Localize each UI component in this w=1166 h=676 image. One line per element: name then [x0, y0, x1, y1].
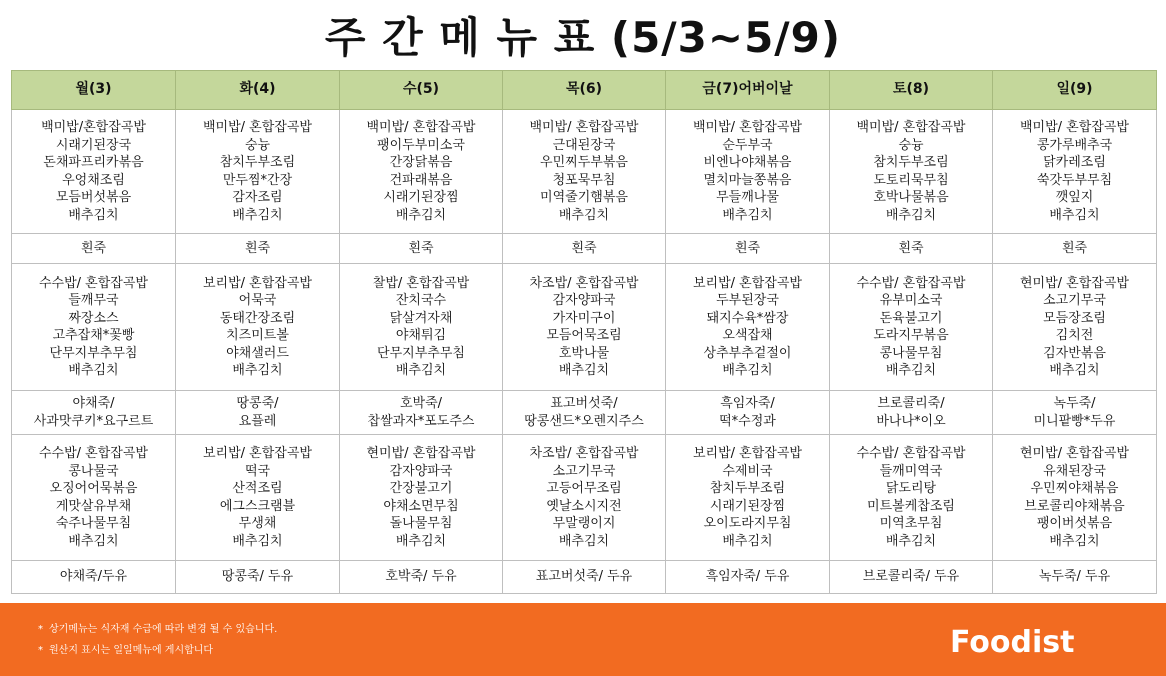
menu-item: 순두부국 — [722, 137, 773, 153]
menu-item: 무생채 — [238, 516, 277, 531]
menu-item: 야채죽/두유 — [59, 569, 128, 585]
menu-item: 감자양파국 — [552, 293, 616, 308]
day-header: 금(7)어버이날 — [666, 71, 830, 110]
meal-cell — [503, 264, 666, 391]
menu-item: 비엔나야채볶음 — [703, 155, 792, 170]
menu-item: 소고기무국 — [552, 463, 616, 479]
menu-item: 땅콩죽/ 두유 — [221, 569, 294, 585]
menu-item: 흰죽 — [571, 240, 597, 256]
menu-item: 백미밥/ 혼합잡곡밥 — [366, 120, 476, 135]
snack-cell — [12, 234, 176, 264]
menu-item: 녹두죽/ — [1053, 396, 1096, 411]
menu-item: 배추김치 — [68, 207, 119, 223]
menu-item: 짜장소스 — [68, 310, 119, 326]
snack-cell — [12, 561, 176, 594]
meal-cell — [12, 435, 176, 561]
menu-item: 참치두부조림 — [709, 481, 786, 496]
menu-item: 흰죽 — [898, 240, 924, 256]
menu-item: 어묵국 — [238, 293, 277, 308]
snack-cell — [666, 391, 830, 435]
menu-item: 배추김치 — [558, 363, 610, 378]
menu-item: 참치두부조림 — [873, 155, 949, 170]
menu-item: 우민찌야채볶음 — [1030, 481, 1119, 496]
menu-item: 배추김치 — [232, 533, 283, 549]
menu-item: 배추김치 — [558, 533, 610, 549]
menu-item: 배추김치 — [395, 207, 447, 223]
menu-item: 브로콜리죽/ — [877, 396, 945, 411]
menu-item: 오색잡채 — [722, 328, 773, 343]
day-header: 월(3) — [12, 71, 176, 110]
menu-item: 오이도라지무침 — [703, 516, 792, 531]
menu-item: 수수밥/ 혼합잡곡밥 — [39, 275, 148, 291]
menu-item: 돌나물무침 — [389, 516, 453, 531]
snack-cell — [830, 391, 993, 435]
snack-cell — [503, 561, 666, 594]
snack-cell — [12, 391, 176, 435]
menu-item: 간장불고기 — [389, 481, 453, 496]
menu-item: 콩나물무침 — [879, 345, 943, 361]
meal-cell — [503, 110, 666, 234]
menu-item: 상추부추겉절이 — [703, 345, 792, 361]
menu-item: 단무지부추무침 — [49, 345, 138, 361]
menu-item: 근대된장국 — [552, 137, 616, 153]
menu-item: 배추김치 — [1049, 363, 1100, 378]
menu-item: 들깨미역국 — [879, 463, 943, 479]
snack-cell — [340, 234, 503, 264]
day-header: 일(9) — [993, 71, 1157, 110]
menu-item: 흑임자죽/ — [720, 396, 775, 411]
meal-cell — [176, 264, 340, 391]
menu-item: 바나나*이오 — [876, 413, 946, 429]
menu-item: 김치전 — [1055, 328, 1094, 343]
menu-item: 백미밥/ 혼합잡곡밥 — [693, 120, 802, 135]
menu-item: 배추김치 — [68, 533, 119, 549]
menu-item: 쑥갓두부무침 — [1036, 172, 1113, 188]
menu-item: 간장닭볶음 — [389, 155, 453, 170]
menu-item: 미역초무침 — [879, 516, 943, 531]
meal-cell — [176, 435, 340, 561]
menu-item: 닭도리탕 — [885, 481, 937, 496]
snack-row — [12, 391, 1157, 435]
snack-cell — [993, 391, 1157, 435]
meal-cell — [993, 264, 1157, 391]
note-bullet: * — [38, 624, 43, 635]
menu-item: 호박나물 — [558, 345, 610, 361]
menu-item: 오징어어묵볶음 — [49, 481, 138, 496]
menu-item: 잔치국수 — [395, 293, 447, 308]
menu-item: 호박나물볶음 — [873, 190, 949, 205]
menu-item: 미니팥빵*두유 — [1033, 413, 1116, 429]
menu-item: 흰죽 — [734, 240, 761, 256]
menu-item: 산적조림 — [232, 481, 283, 496]
snack-cell — [993, 234, 1157, 264]
menu-item: 우엉채조림 — [62, 172, 125, 188]
day-header: 목(6) — [503, 71, 666, 110]
snack-cell — [830, 234, 993, 264]
meal-cell — [340, 110, 503, 234]
menu-item: 배추김치 — [395, 363, 447, 378]
menu-item: 소고기무국 — [1043, 293, 1106, 308]
menu-item: 콩가루배추국 — [1036, 137, 1113, 153]
meal-cell — [340, 435, 503, 561]
menu-item: 돈육불고기 — [879, 310, 943, 326]
menu-item: 보리밥/ 혼합잡곡밥 — [203, 275, 312, 291]
menu-item: 호박죽/ 두유 — [385, 569, 457, 585]
menu-item: 닭카레조림 — [1043, 155, 1106, 170]
meal-cell — [503, 435, 666, 561]
footer-note — [38, 641, 213, 656]
menu-item: 멸치마늘쫑볶음 — [703, 172, 792, 188]
meal-cell — [12, 110, 176, 234]
weekly-menu-table — [11, 70, 1157, 594]
meal-cell — [830, 264, 993, 391]
menu-item: 보리밥/ 혼합잡곡밥 — [693, 446, 802, 461]
menu-item: 현미밥/ 혼합잡곡밥 — [366, 446, 476, 461]
menu-item: 배추김치 — [395, 533, 447, 549]
menu-item: 배추김치 — [1049, 207, 1100, 223]
menu-item: 감자조림 — [232, 190, 283, 205]
menu-item: 배추김치 — [722, 533, 773, 549]
snack-cell — [503, 234, 666, 264]
meal-cell — [340, 264, 503, 391]
note-text: 상기메뉴는 식자재 수급에 따라 변경 될 수 있습니다. — [49, 624, 278, 635]
menu-item: 배추김치 — [232, 207, 283, 223]
day-header: 토(8) — [830, 71, 993, 110]
menu-item: 우민찌두부볶음 — [540, 155, 628, 170]
menu-item: 미역줄기햄볶음 — [540, 190, 628, 205]
menu-item: 모듬장조림 — [1043, 310, 1106, 326]
menu-item: 닭살겨자채 — [389, 310, 453, 326]
menu-item: 수수밥/ 혼합잡곡밥 — [856, 275, 966, 291]
menu-item: 찰밥/ 혼합잡곡밥 — [372, 275, 470, 291]
menu-item: 흰죽 — [244, 240, 271, 256]
menu-item: 흰죽 — [1061, 240, 1088, 256]
snack-cell — [340, 561, 503, 594]
snack-cell — [176, 561, 340, 594]
menu-item: 백미밥/혼합잡곡밥 — [41, 120, 146, 135]
meal-cell — [666, 435, 830, 561]
menu-item: 배추김치 — [722, 207, 773, 223]
snack-row — [12, 561, 1157, 594]
menu-item: 유부미소국 — [879, 293, 943, 308]
menu-item: 표고버섯죽/ — [550, 396, 618, 411]
menu-item: 숙주나물무침 — [55, 516, 132, 531]
page-title: 주 간 메 뉴 표 (5/3~5/9) — [324, 13, 842, 62]
meal-cell — [830, 110, 993, 234]
meal-cell — [993, 435, 1157, 561]
menu-item: 호박죽/ — [399, 396, 443, 411]
menu-item: 도라지무볶음 — [873, 328, 949, 343]
menu-item: 보리밥/ 혼합잡곡밥 — [693, 275, 802, 291]
menu-item: 청포묵무침 — [552, 172, 616, 188]
menu-item: 백미밥/ 혼합잡곡밥 — [529, 120, 639, 135]
menu-item: 모듬어묵조림 — [546, 328, 622, 343]
meal-cell — [666, 110, 830, 234]
menu-item: 배추김치 — [885, 207, 937, 223]
menu-item: 참치두부조림 — [219, 155, 296, 170]
menu-item: 땅콩죽/ — [236, 396, 279, 411]
menu-item: 시래기된장찜 — [383, 190, 459, 205]
menu-item: 브로콜리죽/ 두유 — [862, 569, 960, 585]
foodist-logo — [946, 615, 1076, 665]
menu-item: 시래기된장국 — [55, 137, 132, 153]
menu-item: 돼지수육*쌈장 — [706, 310, 789, 326]
snack-cell — [993, 561, 1157, 594]
snack-cell — [503, 391, 666, 435]
menu-item: 깻잎지 — [1055, 190, 1094, 205]
meal-row — [12, 110, 1157, 234]
footer-note — [38, 620, 277, 635]
menu-item: 무들깨나물 — [716, 190, 779, 205]
menu-item: 브로콜리야채볶음 — [1024, 498, 1125, 514]
snack-cell — [176, 234, 340, 264]
snack-cell — [340, 391, 503, 435]
menu-item: 시래기된장찜 — [709, 498, 786, 514]
menu-item: 백미밥/ 혼합잡곡밥 — [203, 120, 312, 135]
menu-item: 두부된장국 — [716, 293, 779, 308]
menu-item: 팽이두부미소국 — [377, 137, 465, 153]
menu-item: 사과맛쿠키*요구르트 — [33, 413, 154, 429]
snack-cell — [176, 391, 340, 435]
meal-row — [12, 264, 1157, 391]
snack-cell — [666, 561, 830, 594]
menu-item: 보리밥/ 혼합잡곡밥 — [203, 446, 312, 461]
menu-item: 야채샐러드 — [226, 345, 289, 361]
menu-item: 만두찜*간장 — [222, 172, 293, 188]
menu-item: 요플레 — [238, 413, 277, 429]
day-header: 수(5) — [340, 71, 503, 110]
menu-item: 백미밥/ 혼합잡곡밥 — [1020, 120, 1129, 135]
menu-item: 수제비국 — [722, 463, 773, 479]
day-header: 화(4) — [176, 71, 340, 110]
menu-item: 흰죽 — [408, 240, 434, 256]
menu-item: 야채죽/ — [72, 396, 115, 411]
menu-item: 흑임자죽/ 두유 — [705, 569, 790, 585]
meal-cell — [993, 110, 1157, 234]
menu-item: 야채소면무침 — [383, 498, 459, 514]
menu-item: 현미밥/ 혼합잡곡밥 — [1020, 275, 1129, 291]
meal-cell — [666, 264, 830, 391]
meal-cell — [830, 435, 993, 561]
menu-item: 숭늉 — [244, 137, 271, 153]
snack-row — [12, 234, 1157, 264]
menu-item: 차조밥/ 혼합잡곡밥 — [529, 275, 639, 291]
menu-item: 옛날소시지전 — [546, 498, 622, 514]
menu-item: 팽이버섯볶음 — [1036, 516, 1113, 531]
menu-item: 녹두죽/ 두유 — [1038, 569, 1111, 585]
menu-item: 치즈미트볼 — [226, 328, 289, 343]
logo-text: Foodist — [950, 625, 1075, 660]
menu-item: 에그스크램블 — [219, 498, 296, 514]
menu-item: 떡국 — [244, 463, 271, 479]
meal-row — [12, 435, 1157, 561]
menu-item: 배추김치 — [885, 533, 937, 549]
menu-item: 숭늉 — [898, 137, 924, 153]
footer-banner — [0, 603, 1166, 676]
snack-cell — [830, 561, 993, 594]
menu-item: 표고버섯죽/ 두유 — [535, 569, 633, 585]
menu-item: 돈채파프리카볶음 — [43, 155, 144, 170]
menu-item: 백미밥/ 혼합잡곡밥 — [856, 120, 966, 135]
menu-item: 고추잡채*꽃빵 — [52, 328, 135, 343]
menu-item: 고등어무조림 — [546, 481, 622, 496]
menu-item: 찹쌀과자*포도주스 — [367, 413, 475, 429]
menu-item: 흰죽 — [80, 240, 107, 256]
menu-item: 수수밥/ 혼합잡곡밥 — [39, 446, 148, 461]
note-text: 원산지 표시는 일일메뉴에 게시합니다 — [49, 645, 214, 656]
menu-item: 땅콩샌드*오렌지주스 — [524, 413, 644, 429]
menu-item: 모듬버섯볶음 — [55, 190, 132, 205]
menu-item: 김자반볶음 — [1043, 345, 1106, 361]
menu-item: 배추김치 — [68, 363, 119, 378]
menu-item: 미트볼케찹조림 — [867, 498, 955, 514]
menu-item: 무말랭이지 — [552, 516, 616, 531]
menu-item: 야채튀김 — [395, 328, 447, 343]
menu-item: 현미밥/ 혼합잡곡밥 — [1020, 446, 1129, 461]
menu-item: 배추김치 — [1049, 533, 1100, 549]
menu-item: 게맛살유부채 — [55, 498, 132, 514]
menu-item: 콩나물국 — [68, 463, 119, 479]
meal-cell — [12, 264, 176, 391]
menu-item: 배추김치 — [722, 363, 773, 378]
menu-item: 수수밥/ 혼합잡곡밥 — [856, 446, 966, 461]
menu-item: 건파래볶음 — [389, 172, 453, 188]
meal-cell — [176, 110, 340, 234]
note-bullet: * — [38, 645, 43, 656]
menu-item: 도토리묵무침 — [873, 172, 949, 188]
snack-cell — [666, 234, 830, 264]
menu-item: 동태간장조림 — [219, 310, 296, 326]
menu-item: 단무지부추무침 — [377, 345, 465, 361]
menu-item: 들깨무국 — [68, 293, 119, 308]
menu-item: 감자양파국 — [389, 463, 453, 479]
menu-item: 가자미구이 — [552, 310, 616, 326]
menu-item: 배추김치 — [558, 207, 610, 223]
menu-item: 유채된장국 — [1043, 463, 1106, 479]
menu-item: 배추김치 — [885, 363, 937, 378]
menu-item: 차조밥/ 혼합잡곡밥 — [529, 446, 639, 461]
menu-item: 배추김치 — [232, 363, 283, 378]
menu-item: 떡*수정과 — [719, 413, 776, 429]
